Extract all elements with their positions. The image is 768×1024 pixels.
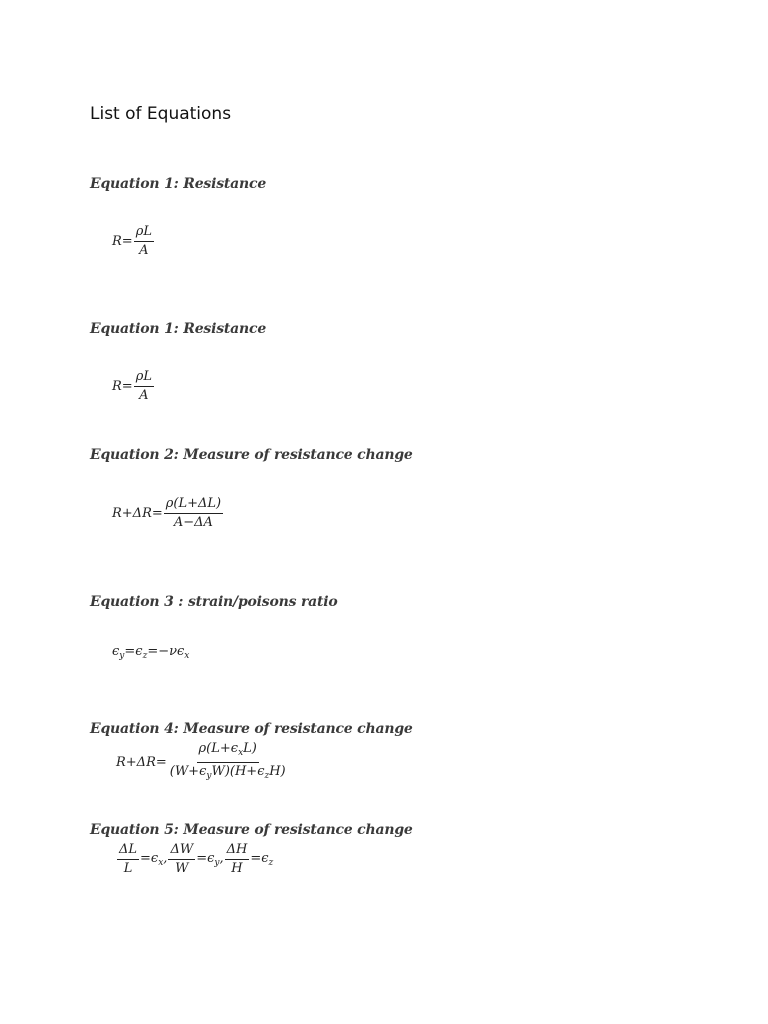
- equation-3: [112, 644, 189, 661]
- equation-2-numerator: ρ(L+ΔL): [164, 496, 223, 514]
- equation-4-caption: Equation 4: Measure of resistance change: [90, 721, 413, 737]
- equation-5-fraction: [225, 842, 250, 877]
- equation-1b-lhs: R=: [112, 379, 133, 394]
- equation-1-numerator: ρL: [134, 224, 154, 242]
- equation-2-denominator: A−ΔA: [173, 515, 213, 530]
- equation-5: [116, 842, 273, 877]
- equation-2-lhs: R+ΔR=: [112, 506, 163, 521]
- equation-5-numerator: ΔL: [117, 842, 139, 860]
- equation-1-lhs: R=: [112, 234, 133, 249]
- page-title: List of Equations: [90, 104, 232, 124]
- equation-5-rhs: $=\epsilon_z$: [250, 851, 274, 868]
- equation-5-denominator: W: [175, 861, 189, 876]
- equation-1-caption: Equation 1: Resistance: [90, 176, 267, 192]
- equation-5-caption: Equation 5: Measure of resistance change: [90, 822, 413, 838]
- equation-1-denominator: A: [139, 243, 149, 258]
- equation-5-fraction: [117, 842, 139, 877]
- equation-1b: [112, 369, 155, 404]
- equation-1b-denominator: A: [139, 388, 149, 403]
- equation-5-denominator: H: [231, 861, 243, 876]
- equation-3-caption: Equation 3 : strain/poisons ratio: [90, 594, 338, 610]
- equation-4-denominator: $(W+\epsilon_yW)(H+\epsilon_zH)$: [169, 764, 286, 781]
- equation-5-denominator: L: [123, 861, 133, 876]
- equation-5-rhs: $=\epsilon_y$,: [196, 851, 224, 868]
- equation-4-numerator: $\rho(L+\epsilon_xL)$: [197, 741, 259, 763]
- equation-5-numerator: ΔH: [225, 842, 250, 860]
- equation-1b-fraction: [134, 369, 154, 404]
- equation-5-fraction: [168, 842, 195, 877]
- equation-5-numerator: ΔW: [168, 842, 195, 860]
- equation-3-expression: $\epsilon_y=\epsilon_z=-\nu\epsilon_x$: [112, 644, 190, 661]
- equation-4: [116, 741, 289, 784]
- equation-2-fraction: [164, 496, 223, 531]
- equation-1: [112, 224, 155, 259]
- equation-5-rhs: $=\epsilon_x$,: [140, 851, 168, 868]
- equation-4-lhs: R+ΔR=: [116, 755, 167, 770]
- equation-2: [112, 496, 224, 531]
- equation-2-caption: Equation 2: Measure of resistance change: [90, 447, 413, 463]
- equation-4-fraction: [168, 741, 288, 784]
- equation-1b-numerator: ρL: [134, 369, 154, 387]
- equation-1-fraction: [134, 224, 154, 259]
- equation-1b-caption: Equation 1: Resistance: [90, 321, 267, 337]
